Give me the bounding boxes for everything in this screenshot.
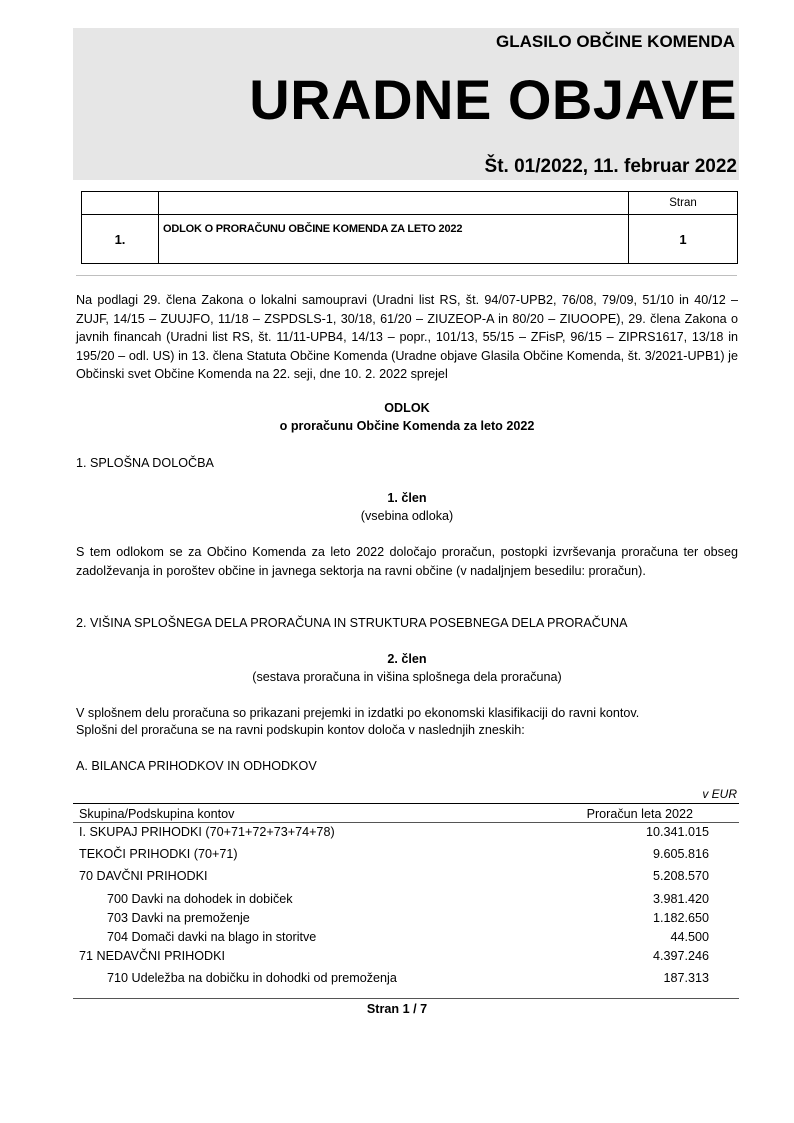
masthead: [73, 28, 739, 180]
publication-name: GLASILO OBČINE KOMENDA: [496, 32, 735, 51]
toc-item-page: 1: [629, 215, 738, 264]
preamble-text: Na podlagi 29. člena Zakona o lokalni samoupravi (Uradni list RS, št. 94/07-UPB2, 76/08, 79/09, 51/10 in 40/12 – ZUJF, 14/15 – ZUUJFO, 11/18 – ZSPDSLS-1, 30/18, 61/20 – ZIUZEOP-A in 80/20 – ZIUOOPE), 29. člena Zakona o javnih financah (Uradni list RS, št. 11/11-UPB4, 14/13 – popr., 101/13, 55/15 – ZFisP, 96/15 – ZIPRS1617, 13/18 in 195/20 – odl. US) in 13. člena Statuta Občine Komenda (Uradne objave Glasila Občine Komenda, št. 3/2021-UPB1) je Občinski svet Občine Komenda na 22. seji, dne 10. 2. 2022 sprejel: [76, 293, 738, 381]
toc-header-row: [82, 192, 738, 215]
article-subtitle: (sestava proračuna in višina splošnega dela proračuna): [252, 670, 562, 684]
decree-title: ODLOK: [384, 401, 430, 415]
table-rule: [73, 822, 739, 823]
table-of-contents: [81, 191, 738, 264]
section-heading: 1. SPLOŠNA DOLOČBA: [76, 456, 214, 470]
article-title: 2. člen: [387, 652, 427, 666]
section-heading: 2. VIŠINA SPLOŠNEGA DELA PRORAČUNA IN STRUKTURA POSEBNEGA DELA PRORAČUNA: [76, 616, 628, 630]
article-title: 1. člen: [387, 491, 427, 505]
column-header: Proračun leta 2022: [586, 807, 693, 821]
publication-title: URADNE OBJAVE: [249, 68, 737, 131]
page-number: Stran 1 / 7: [366, 1002, 428, 1016]
toc-item-number: 1.: [82, 215, 159, 264]
article-subtitle: (vsebina odloka): [360, 509, 454, 523]
toc-item-title[interactable]: ODLOK O PRORAČUNU OBČINE KOMENDA ZA LETO 2022: [159, 215, 629, 264]
article-text: V splošnem delu proračuna so prikazani prejemki in izdatki po ekonomski klasifikaciji do ravni kontov.: [76, 706, 640, 720]
toc-row[interactable]: [82, 215, 738, 264]
table-heading: A. BILANCA PRIHODKOV IN ODHODKOV: [76, 759, 317, 773]
issue-info: Št. 01/2022, 11. februar 2022: [484, 156, 737, 177]
toc-page-header: Stran: [629, 192, 738, 215]
divider: [76, 275, 737, 276]
decree-subtitle: o proračunu Občine Komenda za leto 2022: [279, 419, 535, 433]
article-text: Splošni del proračuna se na ravni podskupin kontov določa v naslednjih zneskih:: [76, 723, 525, 737]
footer-rule: [73, 998, 739, 999]
column-header: Skupina/Podskupina kontov: [79, 807, 235, 821]
table-rule: [73, 803, 739, 804]
article-text: S tem odlokom se za Občino Komenda za leto 2022 določajo proračun, postopki izvrševanja proračuna ter obseg zadolževanja in poroštev občine in javnega sektorja na ravni občine (v nadaljnjem besedilu: proračun).: [76, 545, 738, 578]
currency-unit: v EUR: [702, 787, 737, 801]
